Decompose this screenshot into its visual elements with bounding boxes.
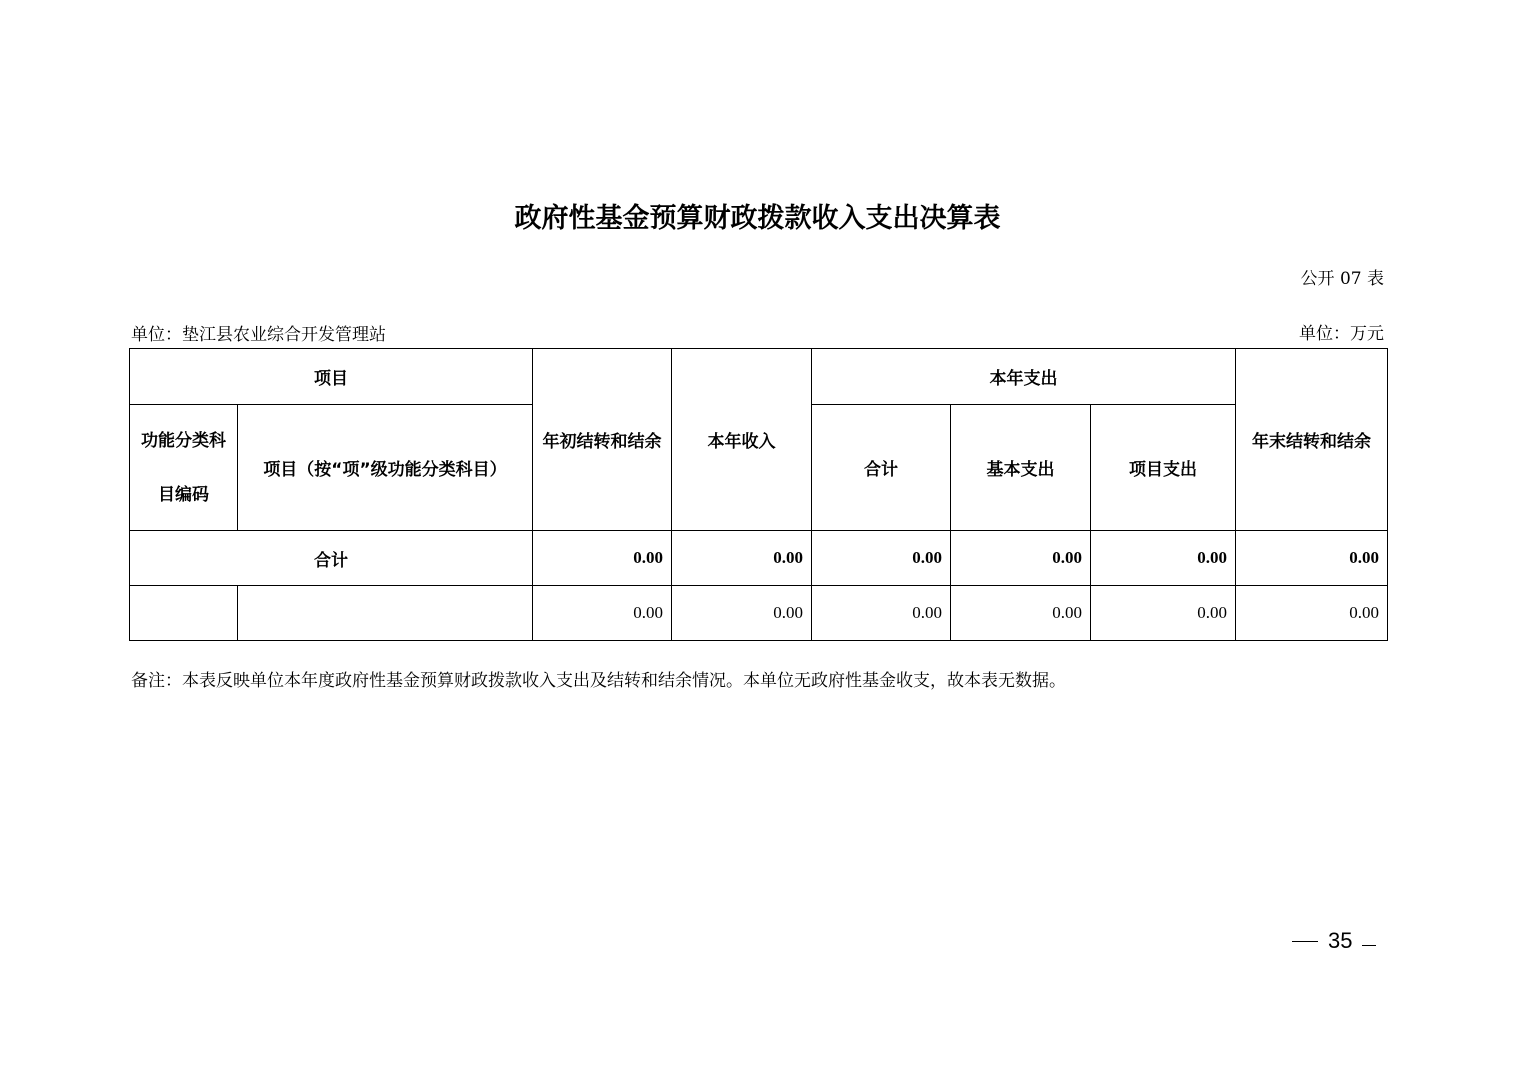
header-expense-total: 合计 [812, 405, 951, 531]
row-end-balance: 0.00 [1236, 586, 1388, 641]
total-expense-total: 0.00 [812, 531, 951, 586]
header-expense: 本年支出 [812, 349, 1236, 405]
total-end-balance: 0.00 [1236, 531, 1388, 586]
header-code [130, 405, 238, 531]
header-end-balance: 年末结转和结余 [1236, 349, 1388, 531]
row-expense-project: 0.00 [1091, 586, 1236, 641]
row-income: 0.00 [672, 586, 812, 641]
row-expense-total: 0.00 [812, 586, 951, 641]
header-expense-project: 项目支出 [1091, 405, 1236, 531]
form-number: 公开 07 表 [1300, 269, 1384, 289]
header-code-line1: 功能分类科 [141, 430, 226, 451]
table-row [130, 586, 1388, 641]
total-label: 合计 [130, 531, 533, 586]
page-number-block [1292, 928, 1376, 954]
total-expense-basic: 0.00 [951, 531, 1091, 586]
total-begin-balance: 0.00 [533, 531, 672, 586]
header-code-line2: 目编码 [158, 484, 209, 505]
unit-name: 单位：垫江县农业综合开发管理站 [131, 325, 386, 345]
page-dash-left [1292, 941, 1318, 942]
total-income: 0.00 [672, 531, 812, 586]
page-title: 政府性基金预算财政拨款收入支出决算表 [514, 203, 1001, 234]
header-income: 本年收入 [672, 349, 812, 531]
header-expense-basic: 基本支出 [951, 405, 1091, 531]
row-begin-balance: 0.00 [533, 586, 672, 641]
row-code [130, 586, 238, 641]
header-begin-balance: 年初结转和结余 [533, 349, 672, 531]
page-number: 35 [1328, 928, 1353, 953]
budget-table [129, 348, 1388, 641]
page-dash-right [1362, 945, 1376, 946]
header-project: 项目 [130, 349, 533, 405]
header-project-name: 项目（按“项”级功能分类科目） [238, 405, 533, 531]
currency-unit: 单位：万元 [1299, 324, 1384, 344]
total-expense-project: 0.00 [1091, 531, 1236, 586]
row-name [238, 586, 533, 641]
header-row-1 [130, 349, 1388, 405]
total-row [130, 531, 1388, 586]
row-expense-basic: 0.00 [951, 586, 1091, 641]
footnote: 备注：本表反映单位本年度政府性基金预算财政拨款收入支出及结转和结余情况。本单位无政府性基金收支，故本表无数据。 [131, 671, 1066, 691]
